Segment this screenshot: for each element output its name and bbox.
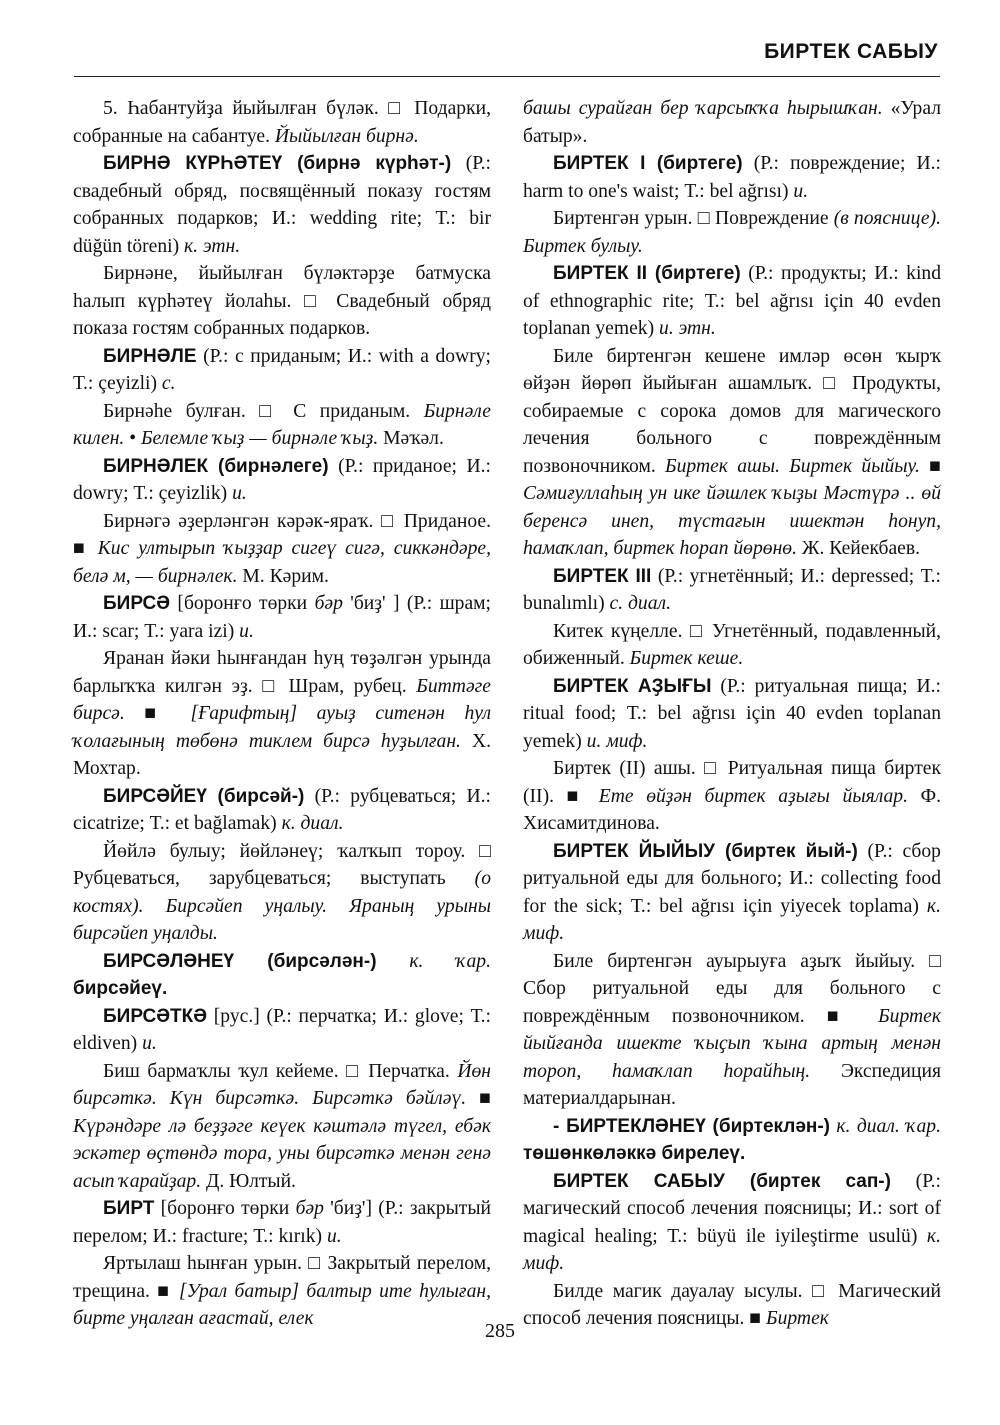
header-rule [74,76,940,77]
dictionary-entry: БИРСӘЙЕҮ (бирсәй-) (Р.: рубцеваться; И.: cicatrize; Т.: et bağlamak) к. диал. [73,785,491,834]
dictionary-entry: БИРТЕК АҘЫҒЫ (Р.: ритуальная пища; И.: ritual food; Т.: bel ağrısı için 40 evden toplanan yemek) и. миф. [523,675,941,752]
definition: Биле биртенгән кешене имләр өсөн ҡырҡ өйҙән йөрөп йыйыған ашамлыҡ. □ Продукты, собираемые с сорока домов для магического лечения больного с повреждённым позвоночником. Биртек ашы. Биртек йыйыу. ■ Сәмиғуллаһың ун ике йәшлек ҡыҙы Мәстүрә .. өй беренсә инеп, түстағын ишектән һонуп, һамаҡлап, биртек һорап йөрөнө. Ж. Кейекбаев. [523,345,941,559]
definition: Бирнәһе булған. □ С приданым. Бирнәле килен. • Белемле ҡыҙ — бирнәле ҡыҙ. Мәҡәл. [73,400,491,449]
headword: БИРСӘ [103,593,171,614]
dictionary-entry: БИРТ [боронғо төрки бәр 'биҙ'] (Р.: закрытый перелом; И.: fracture; Т.: kırık) и. [73,1198,491,1247]
headword: БИРТЕК II [553,263,648,284]
headword: БИРТ [103,1198,155,1219]
dictionary-entry: БИРТЕК II (биртеге) (Р.: продукты; И.: kind of ethnographic rite; Т.: bel ağrısı için 40 evden toplanan yemek) и. этн. [523,263,942,339]
definition: Бирнәгә әҙерләнгән кәрәк-яраҡ. □ Приданое. ■ Кис ултырып ҡыҙҙар сигеү сигә, сиккәндәре, белә м, — бирнәлек. М. Кәрим. [73,510,492,587]
headword: БИРНӘ КҮРҺӘТЕҮ [103,153,283,174]
definition: Биле биртенгән ауырыуға аҙыҡ йыйыу. □ Сбор ритуальной еды для больного с повреждённым позвоночником. ■ Биртек йыйғанда ишекте ҡыҫып ҡына артың менән тороп, һамаҡлап һорайһың. Экспедиция материалдарынан. [523,950,941,1109]
dictionary-entry: БИРСӘЛӘНЕҮ (бирсәлән-) к. ҡар. бирсәйеү. [73,950,491,999]
headword: БИРСӘЛӘНЕҮ [103,950,235,972]
dictionary-entry: БИРНӘ КҮРҺӘТЕҮ (бирнә күрһәт-) (Р.: свадебный обряд, посвящённый показу гостям собранных подарков; И.: wedding rite; Т.: bir düğün töreni) к. этн. [73,153,492,257]
definition: Яранан йәки һынғандан һуң төҙәлгән урында барлыҡҡа килгән эҙ. □ Шрам, рубец. Биттәге бирсә. ■ [Ғарифтың] ауыҙ ситенән һул ҡолағының төбөнә тиклем бирсә һуҙылған. Х. Мохтар. [73,648,491,779]
headword: БИРСӘТКӘ [103,1005,208,1027]
definition: Китек күңелле. □ Угнетённый, подавленный, обиженный. Биртек кеше. [523,620,941,669]
headword: БИРСӘЙЕҮ [103,785,207,807]
headword: БИРТЕК III [553,565,652,587]
dictionary-entry: БИРТЕК САБЫУ (биртек сап-) (Р.: магический способ лечения поясницы; И.: sort of magical healing; Т.: büyü ile iyileştirme usulü) к. миф. [523,1170,941,1274]
left-column [73,95,491,1333]
headword: БИРНӘЛЕК [103,455,209,477]
definition: Биртенгән урын. □ Повреждение (в пояснице). Биртек булыу. [523,208,941,257]
headword: БИРТЕК I [553,153,646,174]
dictionary-entry: БИРТЕК I (биртеге) (Р.: повреждение; И.: harm to one's waist; Т.: bel ağrısı) и. [523,153,941,202]
dictionary-entry: - БИРТЕКЛӘНЕҮ (биртеклән-) к. диал. ҡар. төшөнкөләккә бирелеү. [523,1115,941,1164]
dictionary-entry: БИРСӘ [боронғо төрки бәр 'биҙ' ] (Р.: шрам; И.: scar; Т.: yara izi) и. [73,593,491,642]
dictionary-entry: БИРНӘЛЕ (Р.: с приданым; И.: with a dowry; Т.: çeyizli) с. [73,345,491,394]
dictionary-entry: БИРТЕК ЙЫЙЫУ (биртек йый-) (Р.: сбор ритуальной еды для больного; И.: collecting food for the sick; Т.: bel ağrısı için yiyecek toplama) к. миф. [523,840,941,944]
headword: БИРТЕК АҘЫҒЫ [553,675,712,697]
dictionary-entry: БИРТЕК III (Р.: угнетённый; И.: depressed; Т.: bunalımlı) с. диал. [523,565,941,614]
continued-text: башы сурайған бер ҡарсыҡҡа һырышҡан. «Урал батыр». [523,98,941,147]
entry-sense: 5. Һабантуйҙа йыйылған бүләк. □ Подарки, собранные на сабантуе. Йыйылған бирнә. [73,98,491,147]
headword: БИРНӘЛЕ [103,345,197,367]
page-number: 285 [485,1320,515,1342]
headword: БИРТЕК ЙЫЙЫУ [553,840,715,862]
definition: Билде магик дауалау ысулы. □ Магический способ лечения поясницы. ■ Биртек [523,1280,941,1329]
definition: Биртек (II) ашы. □ Ритуальная пища биртек (II). ■ Ете өйҙән биртек аҙығы йыялар. Ф. Хисамитдинова. [523,758,941,834]
dictionary-entry: БИРСӘТКӘ [рус.] (Р.: перчатка; И.: glove; Т.: eldiven) и. [73,1005,491,1054]
definition: Яртылаш һынған урын. □ Закрытый перелом, трещина. ■ [Урал батыр] балтыр ите һулыған, бирте уңалған ағастай, елек [73,1253,491,1329]
headword: БИРТЕК САБЫУ [553,1170,725,1192]
running-head: БИРТЕК САБЫУ [764,40,938,63]
definition: Бирнәне, йыйылған бүләктәрҙе батмуска һалып күрһәтеү йолаһы. □ Свадебный обряд показа гостям собранных подарков. [73,263,491,339]
dictionary-entry: БИРНӘЛЕК (бирнәлеге) (Р.: приданое; И.: dowry; Т.: çeyizlik) и. [73,455,491,504]
headword: - БИРТЕКЛӘНЕҮ [553,1115,706,1137]
definition: Йөйлә булыу; йөйләнеү; ҡалҡып тороу. □ Рубцеваться, зарубцеваться; выступать (о костях). Бирсәйеп уңалыу. Яраның урыны бирсәйеп уңалды. [73,840,491,944]
right-column [523,95,941,1333]
definition: Биш бармаҡлы ҡул кейеме. □ Перчатка. Йөн бирсәткә. Күн бирсәткә. Бирсәткә бәйләү. ■ Күрәндәре лә беҙҙәге кеүек кәштәлә түгел, ебәк эскәтер өҫтөндә тора, уны бирсәткә менән генә асып ҡарайҙар. Д. Юлтый. [73,1060,492,1192]
